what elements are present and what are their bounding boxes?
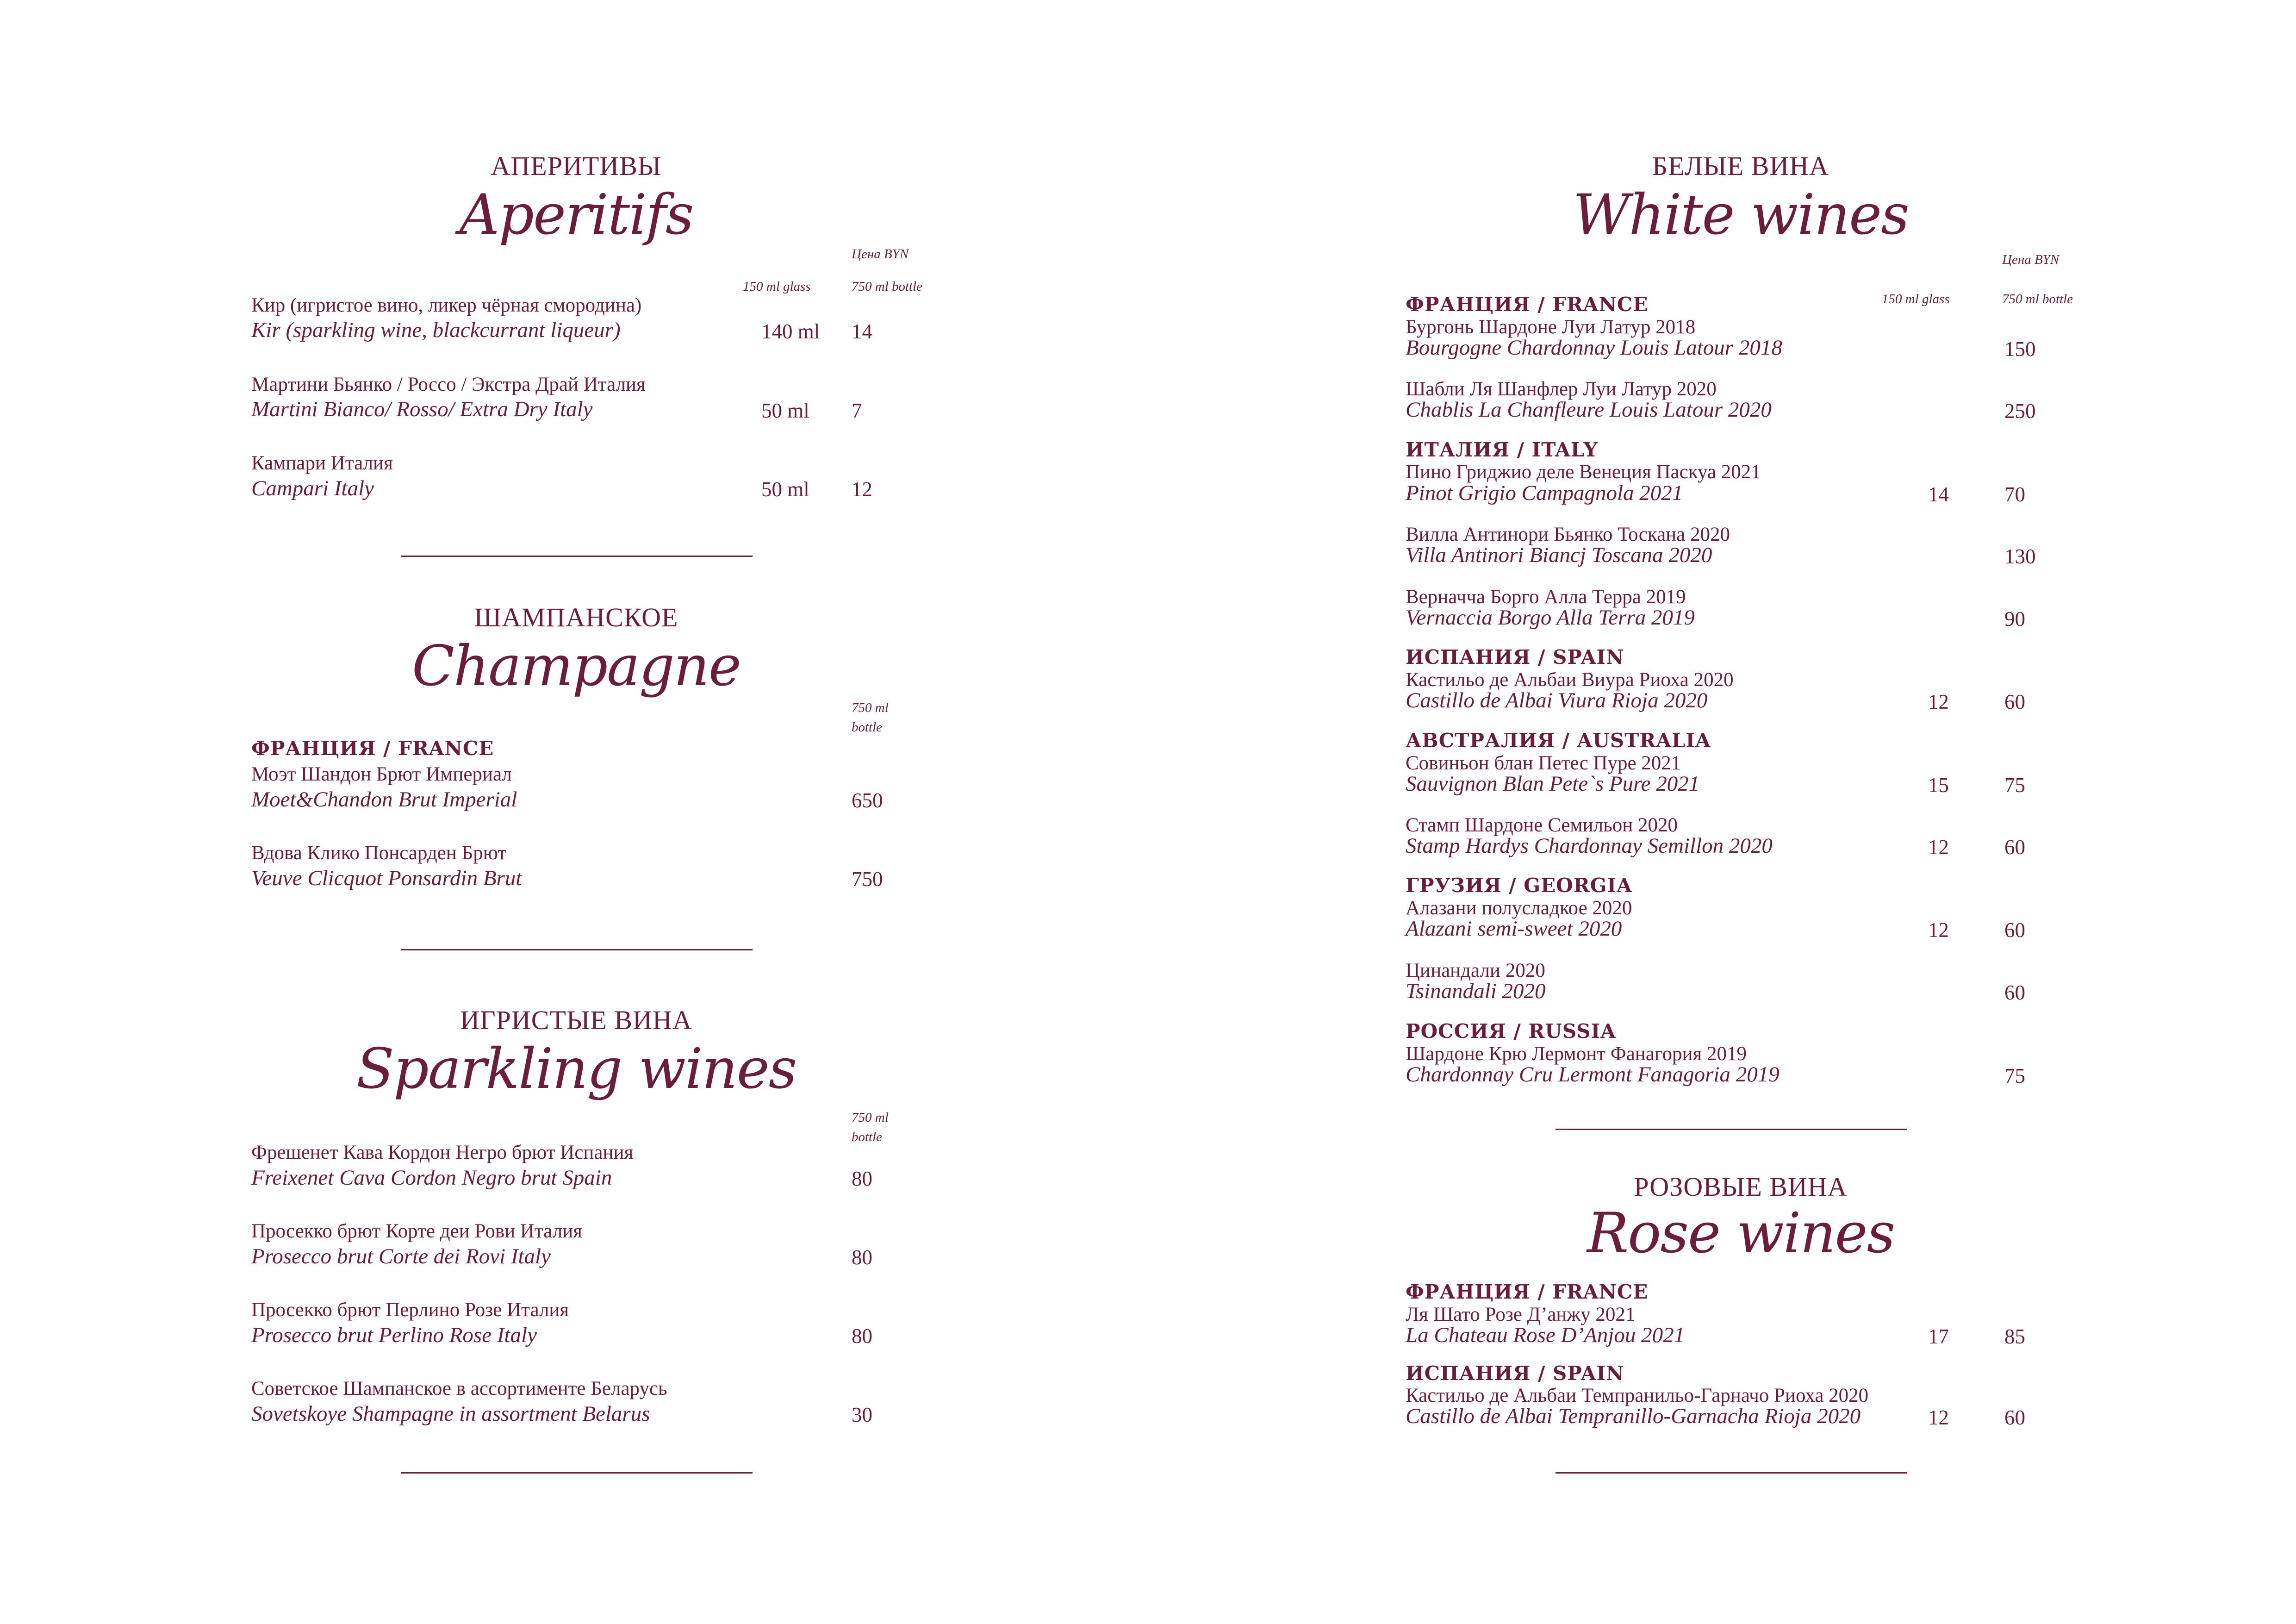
country-heading: РОССИЯ / RUSSIA [1406,1020,1616,1043]
menu-item-name-ru: Кампари Италия [251,452,393,474]
white-wines-title: БЕЛЫЕ ВИНА [1652,151,1829,181]
menu-item-name-ru: Просекко брют Корте деи Рови Италия [251,1220,582,1242]
sparkling-title: ИГРИСТЫЕ ВИНА [460,1005,692,1035]
rose-wines-script-title: Rose wines [1587,1201,1895,1266]
price: 75 [2004,1064,2025,1087]
menu-item-name-ru: Алазани полусладкое 2020 [1406,897,1632,919]
menu-item-name-ru: Совиньон блан Петес Пуре 2021 [1406,752,1681,774]
aperitifs-script-title: Aperitifs [459,183,693,247]
menu-item-name-en: Pinot Grigio Campagnola 2021 [1406,481,1683,505]
country-heading: ГРУЗИЯ / GEORGIA [1406,874,1632,897]
price: 80 [852,1324,872,1348]
section-divider [401,949,753,950]
menu-item-name-ru: Мартини Бьянко / Россо / Экстра Драй Италия [251,374,646,395]
price-label: Цена BYN [852,247,909,262]
menu-item-name-en: Moet&Chandon Brut Imperial [251,787,517,812]
menu-item-name-en: Kir (sparkling wine, blackcurrant liqueur) [251,318,621,342]
menu-item-name-ru: Кастильо де Альбаи Виура Риоха 2020 [1406,669,1734,691]
bottle-volume-label: 750 ml [852,1110,889,1125]
menu-item-name-en: Veuve Clicquot Ponsardin Brut [251,866,522,890]
country-heading: ФРАНЦИЯ / FRANCE [251,737,494,760]
glass-price: 12 [1928,918,1949,942]
price: 90 [2004,607,2025,631]
champagne-title: ШАМПАНСКОЕ [474,602,678,632]
menu-item-name-ru: Вилла Антинори Бьянко Тоскана 2020 [1406,524,1730,545]
glass-volume: 50 ml [761,399,809,422]
bottle-column-label [852,1108,889,1147]
bottle-word-label: bottle [852,1130,883,1144]
menu-item-name-en: Sovetskoye Shampagne in assortment Belarus [251,1402,650,1426]
menu-item-name-en: Chablis La Chanfleure Louis Latour 2020 [1406,398,1772,422]
glass-price: 12 [1928,690,1949,713]
menu-item-name-ru: Бургонь Шардоне Луи Латур 2018 [1406,316,1696,338]
menu-item-name-ru: Пино Гриджио деле Венеция Паскуа 2021 [1406,461,1761,483]
bottle-column-label [852,698,889,737]
menu-item-name-ru: Советское Шампанское в ассортименте Беларусь [251,1378,667,1399]
price: 12 [852,478,872,501]
price: 80 [852,1246,872,1269]
price: 650 [852,789,883,812]
price: 750 [852,868,883,891]
price: 80 [852,1167,872,1190]
menu-item-name-en: Castillo de Albai Tempranillo-Garnacha Rioja 2020 [1406,1404,1861,1428]
rose-wines-title: РОЗОВЫЕ ВИНА [1634,1172,1848,1202]
price: 30 [852,1403,872,1426]
menu-item-name-ru: Цинандали 2020 [1406,960,1545,981]
section-divider [401,1472,753,1474]
menu-item-name-ru: Шардоне Крю Лермонт Фанагория 2019 [1406,1043,1747,1065]
price: 60 [2004,981,2025,1004]
country-heading: ФРАНЦИЯ / FRANCE [1406,1280,1649,1303]
glass-price: 12 [1928,836,1949,859]
glass-price: 14 [1928,483,1949,506]
country-heading: ИСПАНИЯ / SPAIN [1406,1362,1624,1385]
right-page [1148,0,2296,1624]
menu-item-name-ru: Кир (игристое вино, ликер чёрная смородина) [251,294,642,316]
menu-item-name-ru: Шабли Ля Шанфлер Луи Латур 2020 [1406,378,1717,400]
glass-volume: 50 ml [761,478,809,501]
glass-column-label: 150 ml glass [1882,292,1950,306]
country-heading: АВСТРАЛИЯ / AUSTRALIA [1406,729,1711,752]
menu-item-name-en: Alazani semi-sweet 2020 [1406,917,1622,941]
price: 75 [2004,774,2025,797]
section-divider [401,556,753,557]
bottle-volume-label: 750 ml [852,700,889,715]
menu-item-name-ru: Моэт Шандон Брют Империал [251,763,512,785]
section-divider [1556,1129,1907,1130]
menu-item-name-en: Villa Antinori Biancj Toscana 2020 [1406,543,1712,567]
country-heading: ФРАНЦИЯ / FRANCE [1406,293,1649,316]
menu-item-name-ru: Ля Шато Розе Д’анжу 2021 [1406,1304,1636,1325]
country-heading: ИСПАНИЯ / SPAIN [1406,646,1624,668]
champagne-script-title: Champagne [412,634,740,699]
menu-item-name-en: Stamp Hardys Chardonnay Semillon 2020 [1406,834,1773,858]
price: 150 [2004,337,2036,361]
section-divider [1556,1472,1907,1474]
price: 70 [2004,483,2025,506]
menu-item-name-en: La Chateau Rose D’Anjou 2021 [1406,1323,1685,1347]
menu-item-name-ru: Фрешенет Кава Кордон Негро брют Испания [251,1142,634,1163]
menu-item-name-ru: Кастильо де Альбаи Темпранильо-Гарначо Риоха 2020 [1406,1385,1869,1406]
glass-price: 17 [1928,1325,1949,1348]
country-heading: ИТАЛИЯ / ITALY [1406,438,1598,461]
price: 7 [852,399,862,422]
price: 60 [2004,918,2025,942]
price: 60 [2004,1406,2025,1429]
glass-column-label: 150 ml glass [743,279,811,294]
aperitifs-title: АПЕРИТИВЫ [491,151,662,181]
price: 250 [2004,400,2036,423]
menu-item-name-en: Campari Italy [251,476,374,500]
menu-item-name-en: Bourgogne Chardonnay Louis Latour 2018 [1406,336,1782,360]
menu-item-name-en: Prosecco brut Perlino Rose Italy [251,1323,537,1347]
menu-item-name-en: Prosecco brut Corte dei Rovi Italy [251,1244,551,1268]
menu-item-name-en: Vernaccia Borgo Alla Terra 2019 [1406,606,1695,630]
white-wines-script-title: White wines [1573,183,1909,247]
menu-item-name-ru: Стамп Шардоне Семильон 2020 [1406,814,1678,836]
menu-item-name-en: Castillo de Albai Viura Rioja 2020 [1406,688,1708,712]
price: 14 [852,320,872,343]
price: 60 [2004,836,2025,859]
menu-item-name-en: Chardonnay Cru Lermont Fanagoria 2019 [1406,1062,1780,1087]
glass-price: 15 [1928,774,1949,797]
price: 60 [2004,690,2025,713]
bottle-column-label: 750 ml bottle [852,279,923,294]
price: 85 [2004,1325,2025,1348]
menu-item-name-en: Sauvignon Blan Pete`s Pure 2021 [1406,772,1700,796]
menu-item-name-ru: Верначча Борго Алла Терра 2019 [1406,586,1686,608]
menu-item-name-en: Tsinandali 2020 [1406,979,1546,1003]
price-label: Цена BYN [2002,252,2060,267]
price: 130 [2004,545,2036,568]
menu-item-name-en: Freixenet Cava Cordon Negro brut Spain [251,1166,612,1190]
sparkling-script-title: Sparkling wines [356,1037,796,1101]
glass-volume: 140 ml [761,320,820,343]
menu-item-name-ru: Просекко брют Перлино Розе Италия [251,1299,569,1321]
bottle-column-label: 750 ml bottle [2002,292,2073,306]
glass-price: 12 [1928,1406,1949,1429]
bottle-word-label: bottle [852,720,883,735]
menu-item-name-ru: Вдова Клико Понсарден Брют [251,842,507,864]
menu-item-name-en: Martini Bianco/ Rosso/ Extra Dry Italy [251,397,593,421]
